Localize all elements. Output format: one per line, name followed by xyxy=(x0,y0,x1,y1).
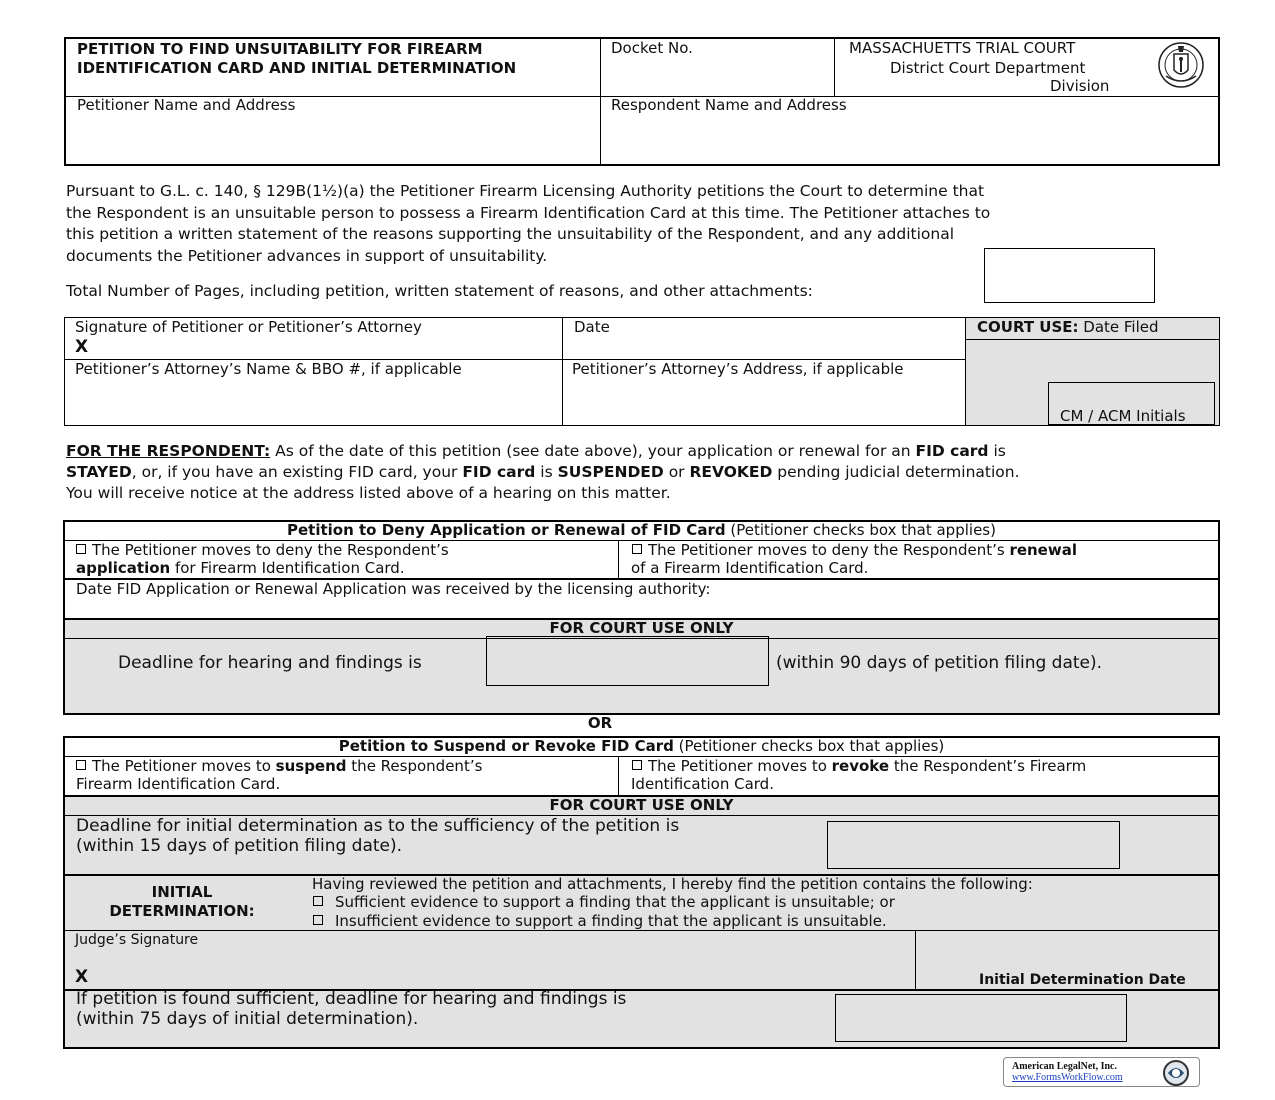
petitioner-name-address-field[interactable] xyxy=(70,116,594,162)
intro-line: documents the Petitioner advances in support of unsuitability. xyxy=(66,246,548,265)
judge-col-divider xyxy=(915,930,916,989)
signature-x-mark: X xyxy=(75,337,89,357)
massachusetts-seal-icon xyxy=(1156,40,1206,90)
initial-det-date-field[interactable] xyxy=(921,934,1213,968)
date-received-field[interactable] xyxy=(870,581,1214,615)
attorney-address-field[interactable] xyxy=(568,380,960,422)
deny-title: Petition to Deny Application or Renewal of FID Card (Petitioner checks box that applies) xyxy=(287,521,996,539)
deny-application-option: The Petitioner moves to deny the Respondent’s xyxy=(76,542,449,559)
initials-label: CM / ACM Initials xyxy=(1060,407,1186,425)
suspend-col-divider xyxy=(618,756,619,795)
deny-renewal-option-line2: of a Firearm Identification Card. xyxy=(631,559,869,577)
respondent-name-address-field[interactable] xyxy=(606,116,1214,162)
attorney-address-label: Petitioner’s Attorney’s Address, if applicable xyxy=(572,360,904,378)
deny-deadline-label: Deadline for hearing and findings is xyxy=(118,653,422,673)
total-pages-label: Total Number of Pages, including petition, written statement of reasons, and other attachments: xyxy=(66,282,813,300)
footer-badge[interactable] xyxy=(1003,1057,1200,1087)
insufficient-option: Insufficient evidence to support a finding that the applicant is unsuitable. xyxy=(313,913,887,930)
hearing-deadline-label: If petition is found sufficient, deadline for hearing and findings is xyxy=(76,989,627,1009)
respondent-notice: FOR THE RESPONDENT: As of the date of this petition (see date above), your application or renewal for an FID card is STAYED, or, if you have an existing FID card, your FID card is SUSPENDED or REVOKED pending judicial determination. You will receive notice at the address listed above of a hearing on this matter. xyxy=(66,442,1020,502)
deny-deadline-note: (within 90 days of petition filing date). xyxy=(776,653,1103,673)
intro-line: this petition a written statement of the reasons supporting the unsuitability of the Respondent, and any additional xyxy=(66,225,955,243)
docket-number-field[interactable] xyxy=(700,58,828,90)
suspend-option-line2: Firearm Identification Card. xyxy=(76,775,281,793)
header-divider xyxy=(600,38,601,165)
initial-det-date-label: Initial Determination Date xyxy=(979,972,1186,988)
signature-label: Signature of Petitioner or Petitioner’s Attorney xyxy=(75,318,422,336)
sufficient-checkbox[interactable] xyxy=(313,896,323,906)
deny-application-option-line2: application for Firearm Identification Card. xyxy=(76,559,405,577)
initial-deadline-label: Deadline for initial determination as to the sufficiency of the petition is xyxy=(76,816,680,836)
sufficient-option: Sufficient evidence to support a finding that the applicant is unsuitable; or xyxy=(313,894,895,911)
hearing-deadline-field[interactable] xyxy=(835,994,1127,1042)
insufficient-checkbox[interactable] xyxy=(313,915,323,925)
suspend-option: The Petitioner moves to suspend the Respondent’s xyxy=(76,758,482,775)
date-label: Date xyxy=(574,318,610,336)
petitioner-label: Petitioner Name and Address xyxy=(77,96,296,114)
header-divider-court xyxy=(834,38,835,96)
sig-divider-court xyxy=(965,317,966,426)
suspend-court-use-only: FOR COURT USE ONLY xyxy=(549,796,734,814)
judge-signature-field[interactable] xyxy=(95,955,905,985)
initial-deadline-field[interactable] xyxy=(827,821,1120,869)
suspend-title: Petition to Suspend or Revoke FID Card (Petitioner checks box that applies) xyxy=(338,737,945,755)
initial-det-label-2: DETERMINATION: xyxy=(109,902,255,920)
deny-renewal-checkbox[interactable] xyxy=(632,544,642,554)
hearing-deadline-note: (within 75 days of initial determination). xyxy=(76,1009,419,1029)
intro-line: the Respondent is an unsuitable person to possess a Firearm Identification Card at this time. The Petitioner attaches to xyxy=(66,203,991,222)
court-use-divider xyxy=(966,339,1219,340)
court-division: Division xyxy=(1050,77,1110,95)
revoke-option: The Petitioner moves to revoke the Respondent’s Firearm xyxy=(632,758,1086,775)
deny-renewal-option: The Petitioner moves to deny the Respondent’s renewal xyxy=(632,542,1077,559)
attorney-name-bbo-field[interactable] xyxy=(70,380,558,422)
revoke-checkbox[interactable] xyxy=(632,760,642,770)
globe-logo-icon xyxy=(1162,1059,1190,1087)
review-text: Having reviewed the petition and attachments, I hereby find the petition contains the following: xyxy=(312,875,1033,893)
deny-col-divider xyxy=(618,540,619,578)
respondent-label: Respondent Name and Address xyxy=(611,96,847,114)
judge-signature-label: Judge’s Signature xyxy=(75,932,199,948)
attorney-name-label: Petitioner’s Attorney’s Name & BBO #, if applicable xyxy=(75,360,462,378)
court-department: District Court Department xyxy=(890,59,1086,77)
court-use-date-filed-label: COURT USE: Date Filed xyxy=(977,318,1159,336)
respondent-heading: FOR THE RESPONDENT: xyxy=(66,442,271,460)
or-separator: OR xyxy=(587,714,613,732)
court-name: MASSACHUETTS TRIAL COURT xyxy=(849,39,1076,57)
form-title-line1: PETITION TO FIND UNSUITABILITY FOR FIREARM xyxy=(77,40,483,58)
docket-label: Docket No. xyxy=(611,39,693,57)
date-received-label: Date FID Application or Renewal Application was received by the licensing authority: xyxy=(76,580,711,598)
initial-det-label-1: INITIAL xyxy=(151,883,213,901)
form-title-line2: IDENTIFICATION CARD AND INITIAL DETERMINATION xyxy=(77,59,517,77)
petitioner-signature-field[interactable] xyxy=(95,340,555,358)
initial-deadline-note: (within 15 days of petition filing date). xyxy=(76,836,403,856)
judge-signature-x-mark: X xyxy=(75,967,89,987)
footer-url[interactable]: www.FormsWorkFlow.com xyxy=(1012,1072,1123,1083)
intro-line: Pursuant to G.L. c. 140, § 129B(1½)(a) the Petitioner Firearm Licensing Authority petitions the Court to determine that xyxy=(66,182,985,200)
suspend-checkbox[interactable] xyxy=(76,760,86,770)
deny-deadline-field[interactable] xyxy=(486,636,769,686)
deny-court-use-only: FOR COURT USE ONLY xyxy=(549,619,734,637)
footer-company: American LegalNet, Inc. xyxy=(1012,1061,1117,1072)
total-pages-field[interactable] xyxy=(984,248,1155,303)
petition-date-field[interactable] xyxy=(570,338,960,358)
sig-divider xyxy=(562,317,563,426)
revoke-option-line2: Identification Card. xyxy=(631,775,774,793)
deny-application-checkbox[interactable] xyxy=(76,544,86,554)
